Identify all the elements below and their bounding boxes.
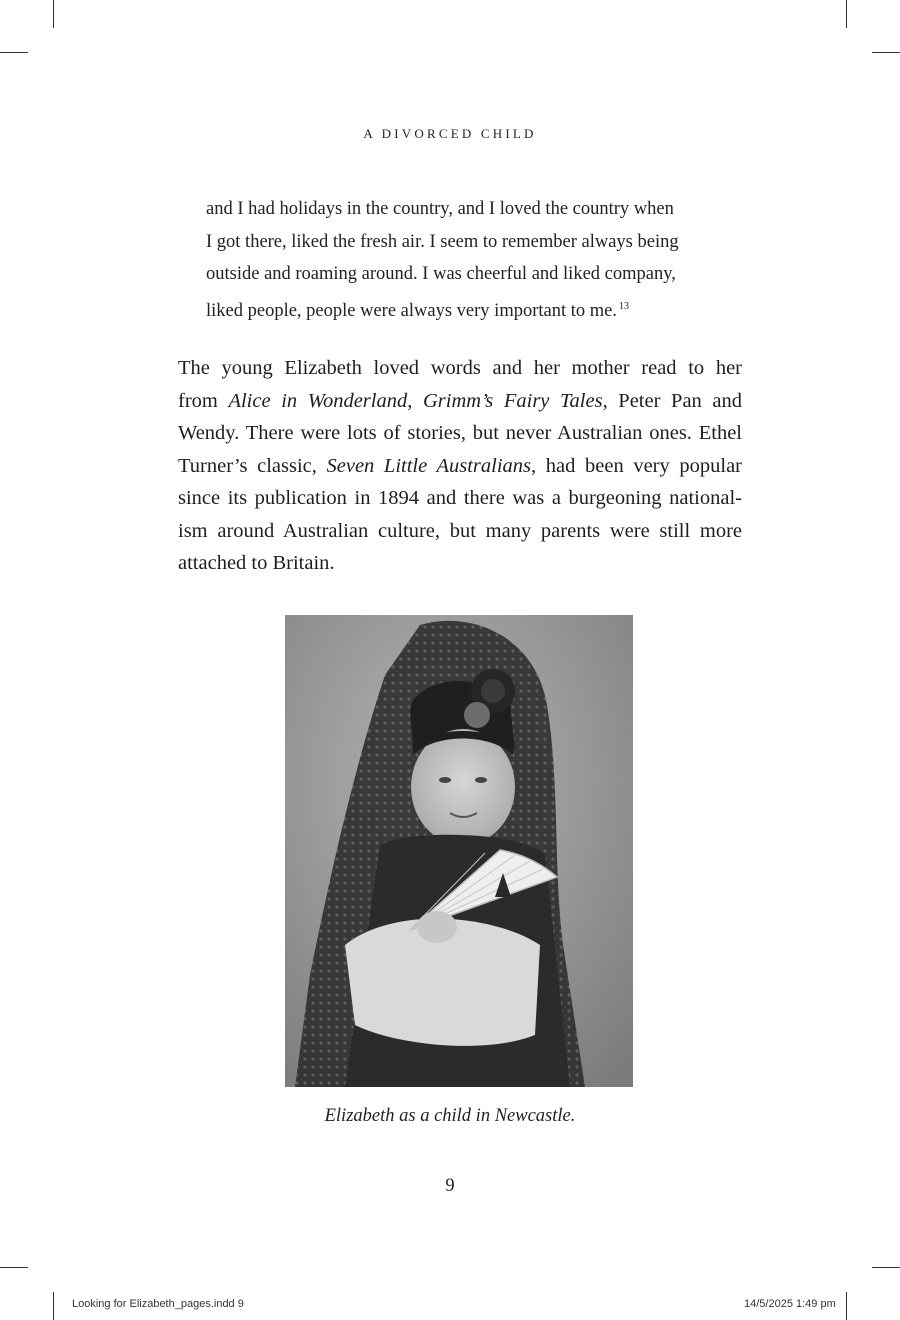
paragraph-line: Wendy. There were lots of stories, but never Australian ones. Ethel [178,422,742,444]
page-number: 9 [445,1176,455,1196]
quote-line: and I had holidays in the country, and I loved the country when [206,199,674,219]
crop-mark [53,0,54,28]
block-quote [206,193,746,327]
paragraph-line: attached to Britain. [178,552,335,574]
hand [417,911,457,943]
book-title: Alice in Wonderland [228,389,408,412]
footnote-reference: 13 [618,300,629,312]
running-head: A DIVORCED CHILD [363,126,537,141]
crop-mark [872,1267,900,1268]
crop-mark [872,52,900,53]
quote-line: I got there, liked the fresh air. I seem to remember always being [206,231,679,252]
quote-line-text: liked people, people were always very important to me. [206,300,617,321]
text-run: , [407,389,423,412]
paragraph-line [178,450,742,483]
paragraph-line: ism around Australian culture, but many parents were still more [178,519,742,542]
text-run: , had been very popular [531,454,742,477]
text-run: , Peter Pan and [602,389,743,412]
book-title: Seven Little Australians [326,454,532,477]
photo-caption: Elizabeth as a child in Newcastle. [324,1106,576,1126]
crop-mark [53,1292,54,1320]
face [411,729,515,845]
crop-mark [846,0,847,28]
text-run: Turner’s classic, [178,454,327,477]
text-run: from [178,389,229,412]
paragraph-line [178,385,742,418]
body-paragraph [178,352,742,580]
slug-filename: Looking for Elizabeth_pages.indd 9 [72,1298,244,1310]
paragraph-line: The young Elizabeth loved words and her mother read to her [178,357,742,379]
portrait-photo [285,615,633,1087]
quote-line: outside and roaming around. I was cheerful and liked company, [206,264,676,284]
paragraph-line: since its publication in 1894 and there was a burgeoning national- [178,487,742,509]
photo-illustration [285,615,633,1087]
quote-line [206,291,746,328]
crop-mark [846,1292,847,1320]
crop-mark [0,52,28,53]
crop-mark [0,1267,28,1268]
book-title: Grimm’s Fairy Tales [422,389,603,412]
slug-timestamp: 14/5/2025 1:49 pm [744,1298,836,1310]
